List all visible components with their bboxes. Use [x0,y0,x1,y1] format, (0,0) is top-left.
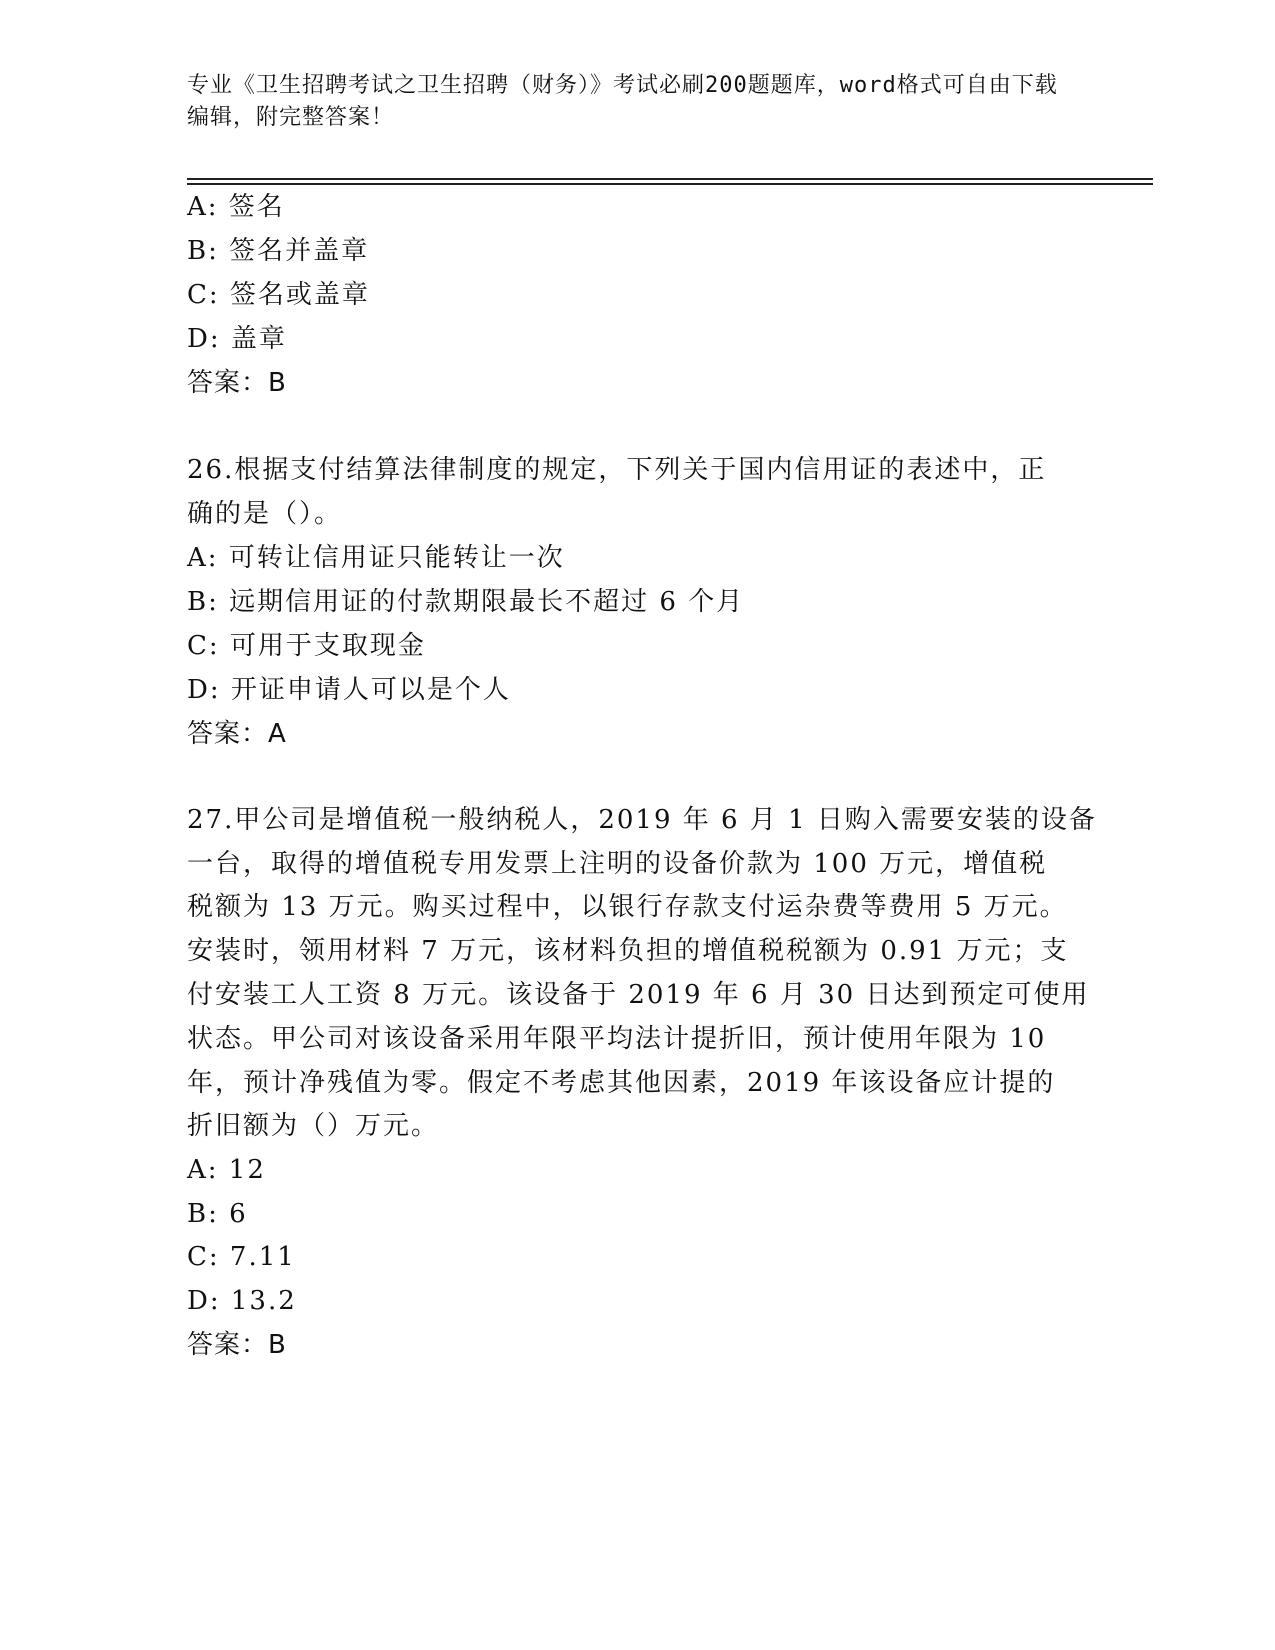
q27-stem-line-4: 安装时，领用材料 7 万元，该材料负担的增值税税额为 0.91 万元；支 [187,936,1069,966]
q27-option-c: C: 7.11 [187,1242,296,1272]
q27-stem-line-2: 一台，取得的增值税专用发票上注明的设备价款为 100 万元，增值税 [187,849,1048,879]
q25-option-b: B: 签名并盖章 [187,236,370,266]
q27-stem-line-5: 付安装工人工资 8 万元。该设备于 2019 年 6 月 30 日达到预定可使用 [187,980,1090,1010]
q25-option-c: C: 签名或盖章 [187,280,370,310]
q27-option-d: D: 13.2 [187,1286,297,1316]
q25-answer: 答案：B [187,368,287,398]
q27-option-b: B: 6 [187,1199,248,1229]
q27-stem-line-6: 状态。甲公司对该设备采用年限平均法计提折旧，预计使用年限为 10 [187,1024,1047,1054]
q27-stem-line-1: 27.甲公司是增值税一般纳税人，2019 年 6 月 1 日购入需要安装的设备 [187,805,1097,835]
q27-stem-line-3: 税额为 13 万元。购买过程中，以银行存款支付运杂费等费用 5 万元。 [187,892,1068,922]
q26-stem-line-2: 确的是（）。 [187,499,343,529]
q26-option-b: B: 远期信用证的付款期限最长不超过 6 个月 [187,587,745,617]
q27-stem-line-7: 年，预计净残值为零。假定不考虑其他因素，2019 年该设备应计提的 [187,1068,1056,1098]
header-rule-top [187,178,1153,180]
document-header: 专业《卫生招聘考试之卫生招聘（财务）》考试必刷200题题库，word格式可自由下载编辑，附完整答案！ [187,73,1058,130]
q27-answer: 答案：B [187,1330,287,1360]
q26-option-a: A: 可转让信用证只能转让一次 [187,543,565,573]
q26-option-d: D: 开证申请人可以是个人 [187,675,511,705]
q26-option-c: C: 可用于支取现金 [187,631,426,661]
q26-answer: 答案：A [187,719,287,749]
q27-option-a: A: 12 [187,1155,266,1185]
q25-option-d: D: 盖章 [187,324,287,354]
q26-stem-line-1: 26.根据支付结算法律制度的规定，下列关于国内信用证的表述中，正 [187,455,1047,485]
q27-stem-line-8: 折旧额为（）万元。 [187,1111,440,1141]
header-rule-bottom [187,183,1153,185]
q25-option-a: A: 签名 [187,192,285,222]
